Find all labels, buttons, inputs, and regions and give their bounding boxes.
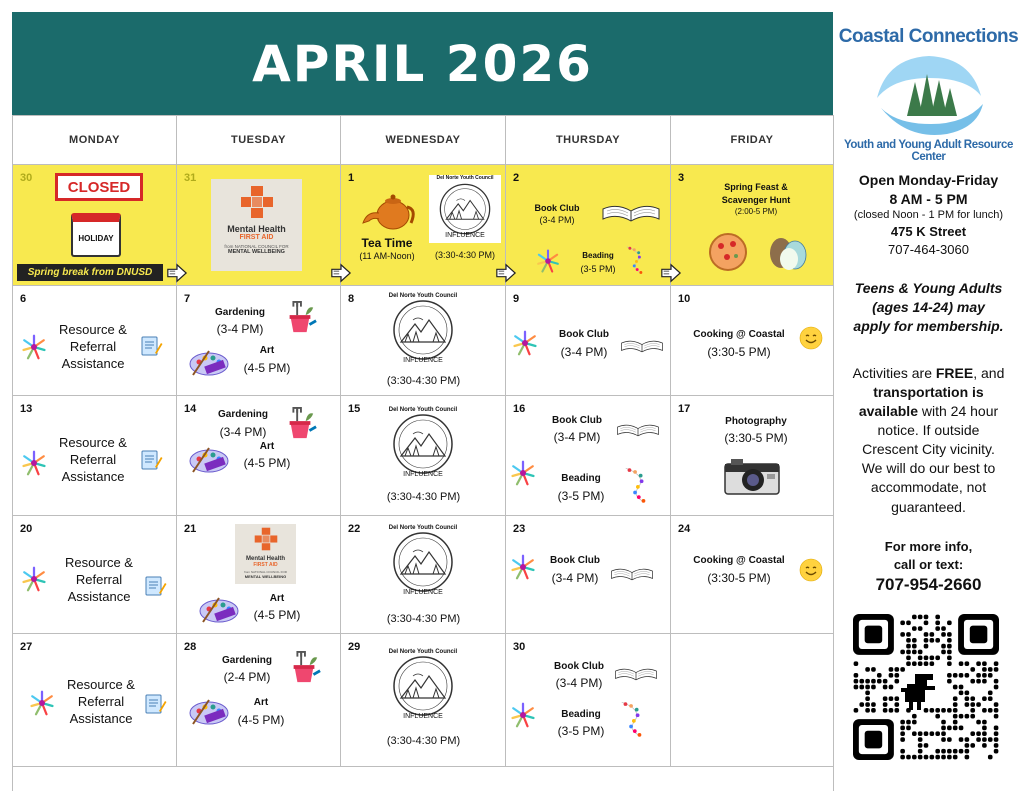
event-title-2: Art	[259, 441, 275, 452]
page-title: APRIL 2026	[252, 34, 593, 93]
day-cell-apr-7	[177, 286, 341, 396]
camera-icon	[723, 456, 781, 496]
event-time: (3-4 PM)	[539, 215, 575, 225]
contact-phone: 707-954-2660	[875, 575, 982, 594]
transport-line-2	[833, 403, 1024, 419]
event-time: (3-4 PM)	[560, 345, 608, 359]
event-title: Spring Feast &	[724, 182, 788, 192]
membership-line-1: Teens & Young Adults	[854, 280, 1003, 296]
org-name: Coastal Connections	[838, 26, 1019, 47]
event-title: Gardening	[221, 655, 272, 666]
event-time: (3-4 PM)	[553, 430, 601, 444]
day-number: 10	[678, 293, 691, 305]
gardening-icon	[283, 406, 317, 440]
teapot-icon	[361, 187, 417, 233]
closed-label: CLOSED	[67, 178, 131, 196]
event-time-2: (4-5 PM)	[237, 713, 285, 727]
dnyc-logo	[383, 404, 463, 484]
day-number: 21	[184, 523, 197, 535]
event-title-2: Art	[259, 345, 275, 356]
beads-icon	[618, 700, 646, 738]
event-title: Gardening	[214, 307, 265, 318]
notice-line-5: guaranteed.	[891, 499, 966, 515]
resource-flower-icon	[27, 688, 57, 718]
flower-icon	[510, 328, 540, 358]
book-icon	[620, 336, 664, 356]
event-time-2: (3:30-4:30 PM)	[434, 250, 496, 260]
event-time-2: (4-5 PM)	[243, 361, 291, 375]
spring-break-note: Spring break from DNUSD	[17, 264, 163, 281]
day-cell-apr-2	[506, 165, 671, 286]
event-title: Tea Time	[361, 236, 413, 250]
notepad-icon	[143, 574, 167, 598]
water-trees-logo-icon	[867, 48, 991, 140]
pizza-icon	[707, 231, 749, 273]
event-time: (2:00-5 PM)	[734, 207, 778, 216]
day-number: 20	[20, 523, 33, 535]
free-line	[833, 365, 1024, 381]
event-title-2: Beading	[561, 473, 601, 484]
day-number: 15	[348, 403, 361, 415]
day-number: 28	[184, 641, 197, 653]
title-banner	[12, 12, 833, 115]
mhfa-line-1: Mental Health	[245, 556, 285, 562]
day-cell-apr-3	[671, 165, 834, 286]
easter-eggs-icon	[765, 231, 811, 273]
day-number: 3	[678, 172, 685, 184]
flower-icon	[508, 458, 538, 488]
event-time: (3:30-5 PM)	[724, 431, 788, 445]
day-number: 30	[20, 172, 33, 184]
event-time: (3:30-4:30 PM)	[386, 735, 461, 747]
day-cell-apr-15	[341, 396, 506, 516]
event-time: (2-4 PM)	[223, 670, 271, 684]
resource-line-1: Resource &	[67, 677, 135, 692]
day-cell-mar-30	[13, 165, 177, 286]
day-number: 24	[678, 523, 691, 535]
notepad-icon	[139, 448, 163, 472]
mhfa-line-4: MENTAL WELLBEING	[244, 574, 287, 579]
event-title: Gardening	[217, 409, 268, 420]
day-cell-apr-14	[177, 396, 341, 516]
day-cell-apr-13	[13, 396, 177, 516]
notice-line-3: We will do our best to	[861, 460, 996, 476]
resource-line-2: Referral	[69, 452, 117, 467]
mhfa-line-4: MENTAL WELLBEING	[228, 249, 285, 255]
gardening-icon	[283, 300, 317, 334]
event-time: (3-4 PM)	[216, 322, 264, 336]
hours-lunch-note: (closed Noon - 1 PM for lunch)	[853, 209, 1004, 221]
info-sidebar	[833, 0, 1024, 791]
day-cell-apr-8	[341, 286, 506, 396]
day-number: 13	[20, 403, 33, 415]
holiday-label: HOLIDAY	[78, 234, 114, 243]
dnyc-bottom: INFLUENCE	[403, 713, 443, 720]
membership-line-3: apply for membership.	[853, 318, 1004, 334]
mhfa-cross-icon	[240, 185, 274, 219]
weekday-header-friday: FRIDAY	[671, 115, 834, 165]
arrow-icon	[495, 262, 517, 284]
hours-times: 8 AM - 5 PM	[889, 191, 968, 207]
notice-line-4: accommodate, not	[870, 479, 987, 495]
beads-icon	[622, 466, 650, 504]
day-cell-apr-9	[506, 286, 671, 396]
day-cell-apr-27	[13, 634, 177, 767]
event-title-2: Art	[253, 697, 269, 708]
day-number: 16	[513, 403, 526, 415]
dnyc-top: Del Norte Youth Council	[388, 649, 458, 655]
arrow-icon	[166, 262, 188, 284]
empty-row	[13, 767, 834, 791]
flower-icon	[508, 552, 538, 582]
book-icon	[616, 420, 660, 440]
event-time: (3-4 PM)	[555, 676, 603, 690]
gardening-icon	[287, 650, 321, 684]
event-title-2: Beading	[561, 709, 601, 720]
event-title-2: Scavenger Hunt	[721, 195, 791, 205]
day-number: 23	[513, 523, 526, 535]
notepad-icon	[143, 692, 167, 716]
art-palette-icon	[187, 444, 231, 474]
beads-icon	[624, 245, 646, 275]
art-palette-icon	[187, 347, 231, 377]
org-subtitle: Youth and Young Adult Resource Center	[843, 139, 1014, 163]
free-text-c: , and	[973, 365, 1005, 381]
resource-line-3: Assistance	[69, 711, 133, 726]
transport-notice: with 24 hour	[921, 403, 999, 419]
day-cell-apr-10	[671, 286, 834, 396]
dnyc-top: Del Norte Youth Council	[388, 525, 458, 531]
mhfa-cross-icon	[254, 527, 278, 551]
event-title: Book Club	[550, 555, 600, 566]
event-title: Photography	[725, 416, 787, 427]
day-cell-apr-23	[506, 516, 671, 634]
transport-line-1: transportation is	[873, 384, 984, 400]
book-icon	[596, 201, 666, 225]
mental-health-first-aid-logo	[211, 179, 302, 271]
day-number: 7	[184, 293, 191, 305]
event-time-2: (3-5 PM)	[557, 489, 605, 503]
dnyc-logo	[429, 175, 501, 243]
mhfa-line-3: from NATIONAL COUNCIL FOR	[224, 244, 289, 249]
resource-flower-icon	[19, 448, 49, 478]
dnyc-bottom: INFLUENCE	[403, 589, 443, 596]
day-number: 17	[678, 403, 691, 415]
qr-code-icon	[853, 614, 999, 760]
day-cell-apr-20	[13, 516, 177, 634]
day-cell-apr-30	[506, 634, 671, 767]
day-cell-apr-16	[506, 396, 671, 516]
day-cell-apr-29	[341, 634, 506, 767]
day-number: 8	[348, 293, 355, 305]
weekday-header-wednesday: WEDNESDAY	[341, 115, 506, 165]
event-time: (3:30-4:30 PM)	[386, 613, 461, 625]
event-title-2: Art	[269, 593, 285, 604]
day-cell-apr-22	[341, 516, 506, 634]
event-title: Book Club	[559, 329, 609, 340]
dnyc-logo	[383, 290, 463, 370]
free-text-b: FREE	[935, 365, 974, 381]
event-time-2: (4-5 PM)	[243, 456, 291, 470]
weekday-header-tuesday: TUESDAY	[177, 115, 341, 165]
resource-line-2: Referral	[69, 339, 117, 354]
free-text-a: Activities are	[852, 365, 932, 381]
arrow-icon	[330, 262, 352, 284]
day-number: 6	[20, 293, 27, 305]
book-icon	[614, 664, 658, 684]
resource-line-3: Assistance	[67, 589, 131, 604]
info-line-1: For more info,	[884, 539, 973, 554]
event-time: (3:30-5 PM)	[707, 571, 771, 585]
day-cell-apr-6	[13, 286, 177, 396]
weekday-header-monday: MONDAY	[13, 115, 177, 165]
event-title: Cooking @ Coastal	[693, 555, 785, 566]
dnyc-top: Del Norte Youth Council	[436, 175, 494, 181]
address: 475 K Street	[890, 224, 967, 239]
dnyc-bottom: INFLUENCE	[403, 471, 443, 478]
dnyc-logo	[383, 646, 463, 726]
resource-line-1: Resource &	[59, 435, 127, 450]
event-title: Book Club	[554, 661, 604, 672]
day-number: 1	[348, 172, 355, 184]
beading-flower-icon	[534, 247, 562, 275]
resource-line-1: Resource &	[59, 322, 127, 337]
resource-flower-icon	[19, 332, 49, 362]
dnyc-top: Del Norte Youth Council	[388, 407, 458, 413]
day-cell-apr-17	[671, 396, 834, 516]
event-title-2: Beading	[582, 251, 614, 260]
event-title: Book Club	[534, 203, 580, 213]
closed-stamp	[55, 173, 143, 201]
event-time: (3:30-4:30 PM)	[386, 375, 461, 387]
art-palette-icon	[187, 696, 231, 726]
day-cell-empty	[671, 634, 834, 767]
mhfa-line-2: FIRST AID	[239, 234, 274, 241]
info-line-2: call or text:	[893, 557, 964, 572]
day-cell-mar-31	[177, 165, 341, 286]
day-cell-apr-1	[341, 165, 506, 286]
transport-available: available	[858, 403, 918, 419]
smile-icon	[799, 326, 823, 350]
art-palette-icon	[197, 594, 241, 624]
office-phone: 707-464-3060	[888, 242, 969, 257]
mhfa-line-3: from NATIONAL COUNCIL FOR	[244, 570, 287, 574]
membership-line-2: (ages 14-24) may	[872, 299, 985, 315]
hours-days: Open Monday-Friday	[858, 172, 999, 188]
notice-line-1: notice. If outside	[877, 422, 980, 438]
day-cell-apr-28	[177, 634, 341, 767]
event-title: Book Club	[552, 415, 602, 426]
event-time: (3:30-5 PM)	[707, 345, 771, 359]
day-number: 14	[184, 403, 197, 415]
day-number: 2	[513, 172, 520, 184]
day-cell-apr-21	[177, 516, 341, 634]
resource-line-3: Assistance	[61, 356, 125, 371]
day-cell-apr-24	[671, 516, 834, 634]
day-number: 31	[184, 172, 197, 184]
resource-line-2: Referral	[77, 694, 125, 709]
book-icon	[610, 564, 654, 584]
day-number: 27	[20, 641, 33, 653]
day-number: 9	[513, 293, 520, 305]
dnyc-top: Del Norte Youth Council	[388, 293, 458, 299]
calendar-holiday-icon	[71, 213, 121, 257]
event-time-2: (4-5 PM)	[253, 608, 301, 622]
dnyc-logo	[383, 522, 463, 602]
dnyc-bottom: INFLUENCE	[445, 232, 485, 239]
event-title: Cooking @ Coastal	[693, 329, 785, 340]
flower-icon	[508, 700, 538, 730]
smile-icon	[799, 558, 823, 582]
arrow-icon	[660, 262, 682, 284]
mhfa-line-2: FIRST AID	[253, 562, 278, 568]
resource-line-2: Referral	[75, 572, 123, 587]
event-time-2: (3-5 PM)	[557, 724, 605, 738]
event-time: (3:30-4:30 PM)	[386, 491, 461, 503]
day-number: 29	[348, 641, 361, 653]
notice-line-2: Crescent City vicinity.	[862, 441, 995, 457]
day-number: 30	[513, 641, 526, 653]
resource-line-1: Resource &	[65, 555, 133, 570]
notepad-icon	[139, 334, 163, 358]
dnyc-bottom: INFLUENCE	[403, 357, 443, 364]
mental-health-first-aid-logo	[235, 524, 296, 584]
event-time: (3-4 PM)	[551, 571, 599, 585]
resource-flower-icon	[19, 564, 49, 594]
event-time-2: (3-5 PM)	[580, 264, 616, 274]
mhfa-line-1: Mental Health	[227, 224, 286, 234]
calendar-grid	[12, 115, 833, 791]
event-time: (3-4 PM)	[219, 425, 267, 439]
day-number: 22	[348, 523, 361, 535]
resource-line-3: Assistance	[61, 469, 125, 484]
weekday-header-thursday: THURSDAY	[506, 115, 671, 165]
event-time: (11 AM-Noon)	[359, 251, 415, 261]
